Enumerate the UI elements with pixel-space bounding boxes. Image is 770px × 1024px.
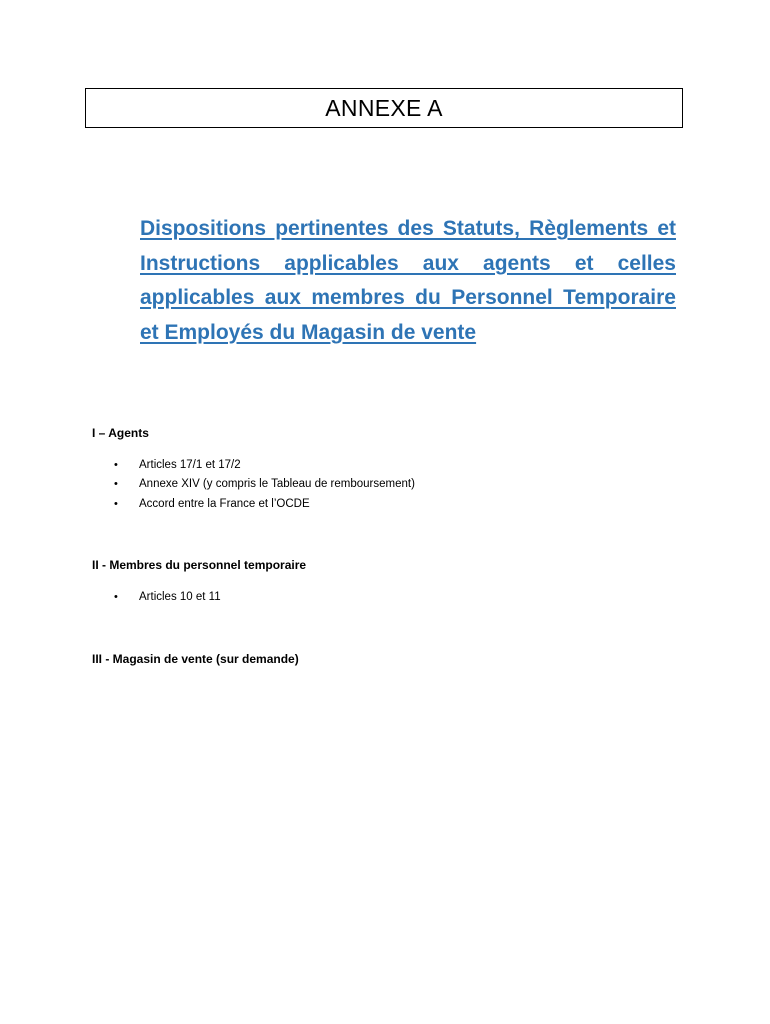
list-item-text: Accord entre la France et l’OCDE — [139, 497, 310, 510]
list-item-text: Annexe XIV (y compris le Tableau de remboursement) — [139, 478, 415, 491]
agents-list — [114, 455, 415, 514]
list-item — [114, 587, 221, 607]
annex-title: ANNEXE A — [325, 94, 443, 121]
list-item — [114, 494, 415, 514]
list-item-text: Articles 10 et 11 — [139, 590, 221, 603]
temporary-staff-list — [114, 587, 221, 607]
section-title-agents: I – Agents — [92, 426, 149, 440]
bullet-icon: • — [114, 590, 118, 603]
annex-header-box — [85, 88, 683, 128]
bullet-icon: • — [114, 478, 118, 491]
list-item-text: Articles 17/1 et 17/2 — [139, 458, 241, 471]
section-title-shop: III - Magasin de vente (sur demande) — [92, 652, 299, 666]
section-title-temporary-staff: II - Membres du personnel temporaire — [92, 558, 307, 572]
document-heading: Dispositions pertinentes des Statuts, Règlements et Instructions applicables aux agents et celles applicables aux membres du Personnel Temporaire et Employés du Magasin de vente — [140, 217, 676, 344]
bullet-icon: • — [114, 458, 118, 471]
list-item — [114, 455, 415, 475]
bullet-icon: • — [114, 497, 118, 510]
list-item — [114, 475, 415, 495]
